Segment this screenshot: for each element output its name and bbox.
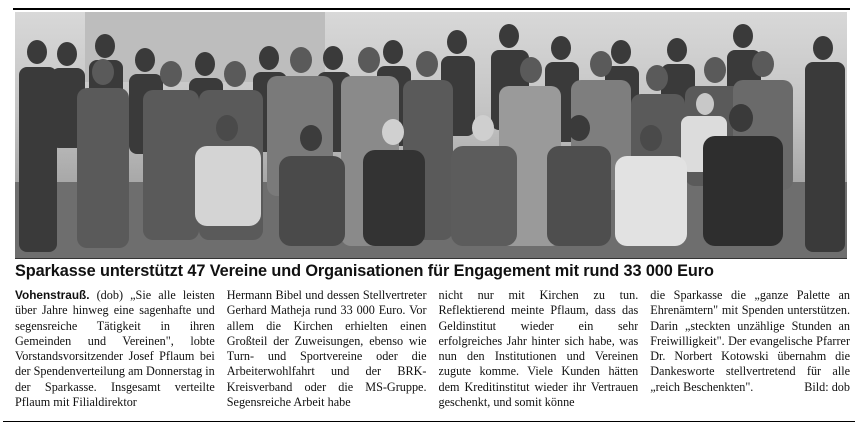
group-photo: [15, 12, 847, 259]
headline: Sparkasse unterstützt 47 Vereine und Organisationen für Engagement mit rund 33 000 Euro: [15, 262, 714, 280]
group-photo-illustration: [15, 12, 847, 258]
article-body: [15, 288, 850, 416]
bottom-rule: [3, 421, 855, 422]
column-1-text: (dob) „Sie alle leisten über Jahre hinweg eine sagenhafte und segensreiche Tätigkeit in ihren Gemeinden und Vereinen", lobte Vorstandsvorsitzender Josef Pflaum bei der Spendenverteilung am Donnerstag in der Sparkasse. Insgesamt verteilte Pflaum mit Filialdirektor: [15, 288, 215, 410]
column-2: [227, 288, 427, 416]
column-2-text: Hermann Bibel und dessen Stellvertreter Gerhard Matheja rund 33 000 Euro. Vor allem die Kirchen erhielten einen Großteil der Zuweisungen, ebenso wie Turn- und Sportvereine oder die Arbeiterwohlfahrt und der BRK-Kreisverband oder die MS-Gruppe. Segensreiche Arbeit habe: [226, 288, 427, 410]
column-3-text: nicht nur mit Kirchen zu tun. Reflektierend meinte Pflaum, dass das Geldinstitut wieder ein sehr erfolgreiches Jahr hinter sich habe, was nun den Institutionen und Vereinen zugute komme. Viele Kunden hätten dem Kreditinstitut wieder ihr Vertrauen geschenkt, und somit könne: [438, 288, 639, 410]
column-4: [650, 288, 850, 416]
dateline: Vohenstrauß.: [15, 288, 90, 302]
column-3: [439, 288, 639, 416]
column-4-text: die Sparkasse die „ganze Palette an Ehrenämtern" mit Spenden unterstützen. Darin „steckten unzählige Stunden an Freiwilligkeit". Der evangelische Pfarrer Dr. Norbert Kotowski übernahm die Dankesworte stellvertretend für alle „reich Beschenkten".: [650, 288, 850, 394]
column-1: [15, 288, 215, 416]
top-rule: [13, 8, 850, 10]
photo-credit: Bild: dob: [804, 379, 850, 394]
